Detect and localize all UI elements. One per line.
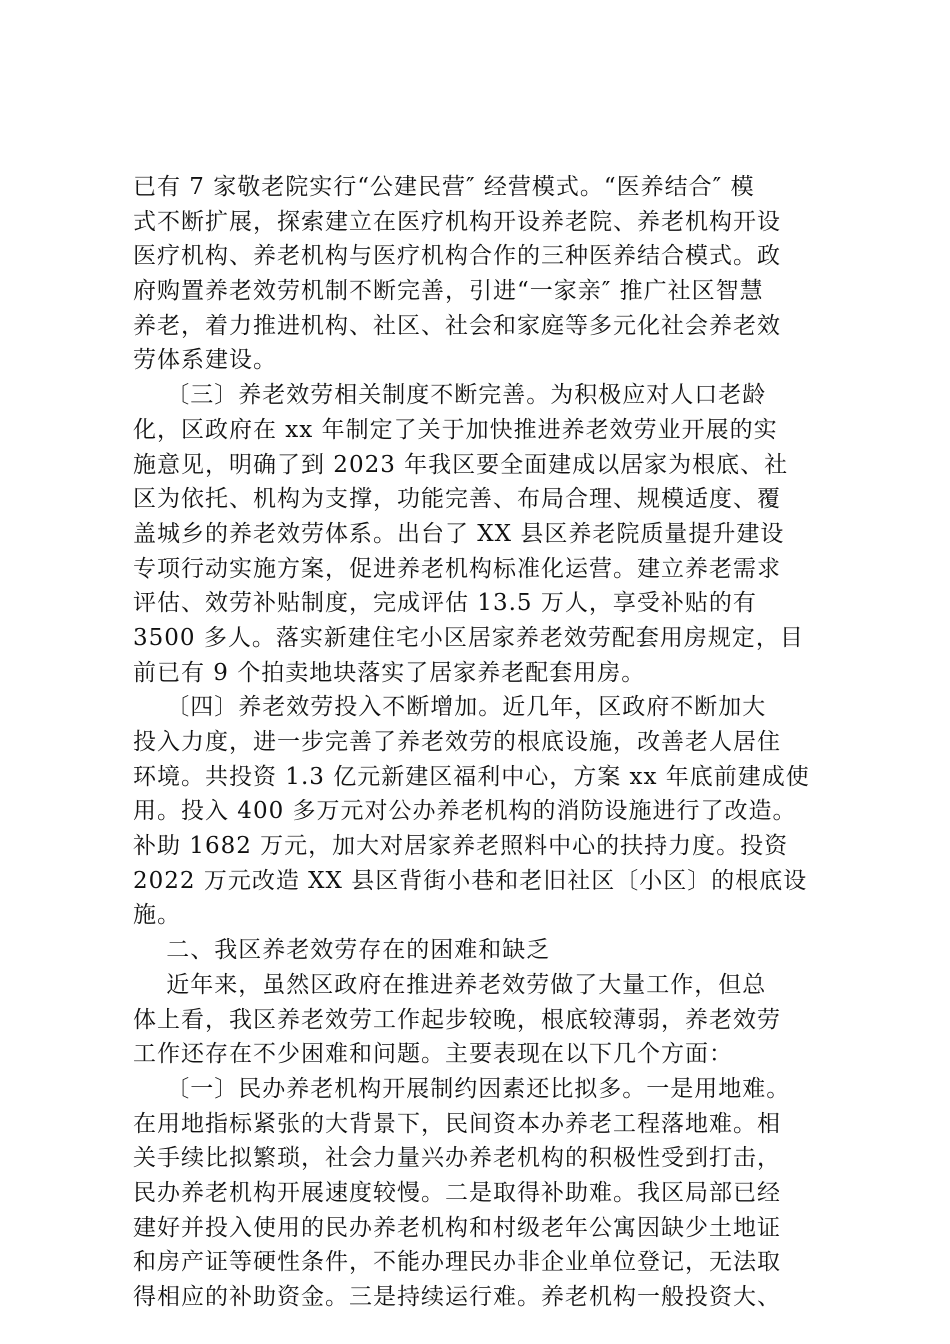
paragraph-start-line: 〔三〕养老效劳相关制度不断完善。为积极应对人口老龄	[133, 382, 767, 409]
text-line: 环境。共投资 1.3 亿元新建区福利中心，方案 xx 年底前建成使	[133, 763, 810, 790]
text-line: 工作还存在不少困难和问题。主要表现在以下几个方面：	[133, 1041, 733, 1068]
section-heading: 二、我区养老效劳存在的困难和缺乏	[133, 937, 551, 964]
text-line: 式不断扩展，探索建立在医疗机构开设养老院、养老机构开设	[133, 208, 781, 235]
text-line: 和房产证等硬性条件，不能办理民办非企业单位登记，无法取	[133, 1249, 781, 1276]
text-line: 评估、效劳补贴制度，完成评估 13.5 万人，享受补贴的有	[133, 590, 757, 617]
text-line: 补助 1682 万元，加大对居家养老照料中心的扶持力度。投资	[133, 833, 789, 860]
paragraph-start-line: 〔一〕民办养老机构开展制约因素还比拟多。一是用地难。	[133, 1075, 791, 1102]
text-line: 关手续比拟繁琐，社会力量兴办养老机构的积极性受到打击，	[133, 1145, 781, 1172]
text-line: 施意见，明确了到 2023 年我区要全面建成以居家为根底、社	[133, 451, 789, 478]
text-line: 前已有 9 个拍卖地块落实了居家养老配套用房。	[133, 659, 646, 686]
text-line: 用。投入 400 多万元对公办养老机构的消防设施进行了改造。	[133, 798, 797, 825]
document-body	[133, 170, 845, 1315]
text-line: 医疗机构、养老机构与医疗机构合作的三种医养结合模式。政	[133, 243, 781, 270]
text-line: 盖城乡的养老效劳体系。出台了 XX 县区养老院质量提升建设	[133, 520, 785, 547]
text-line: 3500 多人。落实新建住宅小区居家养老效劳配套用房规定，目	[133, 624, 804, 651]
text-line: 养老，着力推进机构、社区、社会和家庭等多元化社会养老效	[133, 312, 781, 339]
text-line: 得相应的补助资金。三是持续运行难。养老机构一般投资大、	[133, 1284, 781, 1310]
text-line: 民办养老机构开展速度较慢。二是取得补助难。我区局部已经	[133, 1179, 781, 1206]
paragraph-start-line: 〔四〕养老效劳投入不断增加。近几年，区政府不断加大	[133, 694, 767, 721]
text-line: 在用地指标紧张的大背景下，民间资本办养老工程落地难。相	[133, 1110, 781, 1137]
text-line: 2022 万元改造 XX 县区背街小巷和老旧社区〔小区〕的根底设	[133, 867, 808, 894]
text-line: 专项行动实施方案，促进养老机构标准化运营。建立养老需求	[133, 555, 781, 582]
text-line: 区为依托、机构为支撑，功能完善、布局合理、规模适度、覆	[133, 486, 781, 513]
text-line: 投入力度，进一步完善了养老效劳的根底设施，改善老人居住	[133, 729, 781, 755]
text-line: 建好并投入使用的民办养老机构和村级老年公寓因缺少土地证	[133, 1214, 781, 1241]
text-line: 劳体系建设。	[133, 347, 277, 374]
paragraph-start-line: 近年来，虽然区政府在推进养老效劳做了大量工作，但总	[133, 971, 767, 998]
text-line: 施。	[133, 902, 181, 929]
text-line: 化，区政府在 xx 年制定了关于加快推进养老效劳业开展的实	[133, 416, 778, 443]
text-line: 体上看，我区养老效劳工作起步较晚，根底较薄弱，养老效劳	[133, 1006, 781, 1033]
text-line: 已有 7 家敬老院实行“公建民营″ 经营模式。“医养结合″ 模	[133, 174, 755, 200]
text-line: 府购置养老效劳机制不断完善，引进“一家亲″ 推广社区智慧	[133, 278, 764, 305]
